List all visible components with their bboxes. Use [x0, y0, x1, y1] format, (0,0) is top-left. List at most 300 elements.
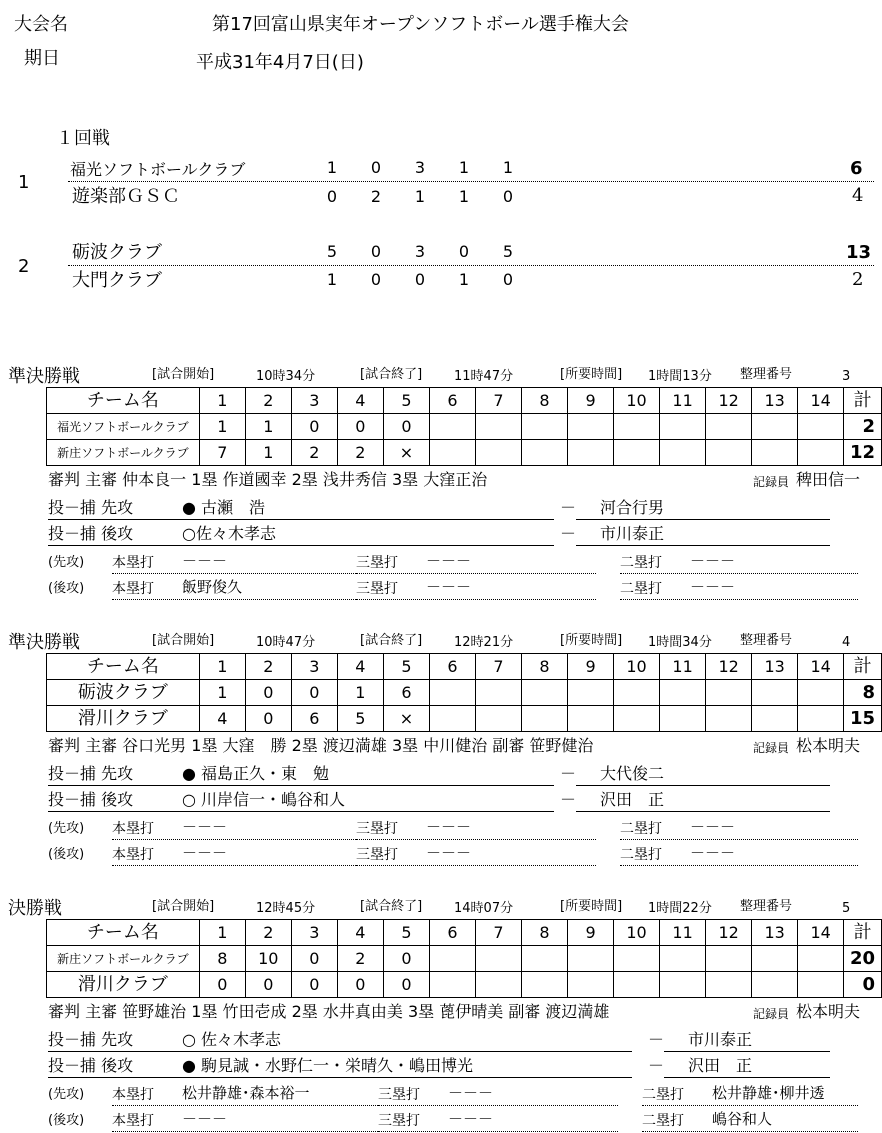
inning-score-cell: 0	[383, 946, 429, 972]
serial-label: 整理番号	[740, 633, 793, 648]
inning-score-cell	[521, 972, 567, 998]
inning-score-cell	[752, 972, 798, 998]
inning-score-cell	[798, 680, 844, 706]
inning-score-cell	[475, 706, 521, 732]
inning-score-cell	[752, 946, 798, 972]
round1-title: １回戦	[56, 128, 110, 149]
round1-innings	[310, 244, 530, 260]
inning-header: 6	[429, 654, 475, 680]
battery-second-catcher: 沢田 正	[688, 1056, 753, 1075]
inning-header: 3	[291, 388, 337, 414]
double-value: －－－	[690, 552, 736, 570]
underline	[112, 1131, 380, 1132]
battery-second-label: 投－捕 後攻	[48, 1056, 134, 1075]
triple-value: －－－	[426, 552, 472, 570]
inning-score-cell: 0	[199, 972, 245, 998]
serial-number: 4	[842, 635, 851, 650]
inning-score-cell: 0	[245, 972, 291, 998]
underline	[112, 865, 358, 866]
team-name-cell: 滑川クラブ	[47, 706, 200, 732]
inning-score-cell	[475, 414, 521, 440]
recorder-label: 記録員	[753, 741, 790, 755]
inning-score-cell: 1	[199, 414, 245, 440]
side-label: (先攻)	[48, 821, 85, 836]
inning-score-cell	[752, 440, 798, 466]
side-label: (先攻)	[48, 1087, 85, 1102]
home-run-value: －－－	[182, 552, 228, 570]
home-run-value: 松井静雄･森本裕一	[182, 1084, 310, 1102]
underline	[576, 785, 830, 786]
underline	[48, 545, 554, 546]
battery-dash: －	[560, 498, 577, 517]
inning-score-cell	[568, 972, 614, 998]
round1-total-loser: 4	[852, 185, 864, 206]
inning-score-cell	[660, 440, 706, 466]
underline	[642, 1105, 858, 1106]
round-title: 準決勝戦	[8, 632, 80, 653]
inning-score-cell	[614, 680, 660, 706]
row-divider	[68, 181, 874, 182]
home-run-label: 本塁打	[112, 821, 154, 837]
duration-value: 1時間13分	[648, 369, 712, 384]
inning-score-cell: 4	[199, 706, 245, 732]
inning-header: 12	[706, 388, 752, 414]
double-value: 松井静雄･柳井透	[712, 1084, 825, 1102]
inning-score-cell	[475, 680, 521, 706]
battery-second-catcher: 沢田 正	[600, 790, 665, 809]
recorder-name: 松本明夫	[796, 1002, 861, 1021]
underline	[378, 1105, 618, 1106]
inning-header: 1	[199, 654, 245, 680]
team-column-header: チーム名	[47, 654, 200, 680]
inning-score: 1	[458, 187, 470, 206]
inning-score-cell	[614, 972, 660, 998]
inning-score-cell	[706, 706, 752, 732]
inning-score-cell	[614, 706, 660, 732]
inning-score-cell	[429, 972, 475, 998]
battery-dash: －	[648, 1056, 665, 1075]
underline	[576, 519, 830, 520]
inning-score-cell: 0	[245, 680, 291, 706]
duration-value: 1時間34分	[648, 635, 712, 650]
inning-score-cell	[798, 946, 844, 972]
round1-total-loser: 2	[852, 269, 864, 290]
end-label: [試合終了]	[360, 367, 423, 382]
inning-header: 9	[568, 654, 614, 680]
battery-second-label: 投－捕 後攻	[48, 790, 134, 809]
inning-score-cell: 0	[291, 414, 337, 440]
inning-score-cell	[429, 440, 475, 466]
inning-header: 8	[521, 654, 567, 680]
inning-score-cell	[798, 706, 844, 732]
home-run-value: －－－	[182, 844, 228, 862]
underline	[112, 839, 358, 840]
inning-score-cell	[798, 440, 844, 466]
inning-header: 11	[660, 388, 706, 414]
round1-team: 砺波クラブ	[72, 242, 162, 263]
scoreboard-header-row	[47, 388, 882, 414]
battery-second-pitchers: ○佐々木孝志	[182, 524, 276, 543]
inning-score-cell: 2	[291, 440, 337, 466]
home-run-label: 本塁打	[112, 1113, 154, 1129]
inning-header: 5	[383, 654, 429, 680]
inning-header: 12	[706, 920, 752, 946]
home-run-value: 飯野俊久	[182, 578, 243, 596]
inning-score: 0	[370, 270, 382, 289]
recorder-label: 記録員	[753, 475, 790, 489]
inning-score: 0	[414, 270, 426, 289]
inning-header: 13	[752, 388, 798, 414]
battery-second-pitchers: ○ 川岸信一・嶋谷和人	[182, 790, 346, 809]
duration-label: [所要時間]	[560, 899, 623, 914]
inning-score: 3	[414, 158, 426, 177]
umpires-line: 審判 主審 笹野雄治 1塁 竹田壱成 2塁 水井真由美 3塁 蓖伊晴美 副審 渡辺満雄	[48, 1002, 610, 1021]
underline	[664, 1051, 830, 1052]
underline	[642, 1131, 858, 1132]
home-run-value: －－－	[182, 1110, 228, 1128]
underline	[620, 573, 858, 574]
team-column-header: チーム名	[47, 388, 200, 414]
inning-score-cell	[706, 972, 752, 998]
tournament-title: 第17回富山県実年オープンソフトボール選手権大会	[212, 14, 629, 35]
round1-team: 大門クラブ	[72, 270, 162, 291]
round1-total-winner: 6	[850, 158, 863, 179]
inning-header: 10	[614, 388, 660, 414]
battery-first-catcher: 市川泰正	[688, 1030, 753, 1049]
inning-score-cell: 7	[199, 440, 245, 466]
triple-value: －－－	[426, 844, 472, 862]
inning-score-cell: 6	[383, 680, 429, 706]
inning-score-cell	[429, 414, 475, 440]
inning-score-cell	[568, 440, 614, 466]
total-column-header: 計	[844, 920, 882, 946]
battery-first-label: 投－捕 先攻	[48, 498, 134, 517]
inning-score-cell: 2	[337, 440, 383, 466]
inning-score-cell: 0	[291, 946, 337, 972]
underline	[378, 1131, 618, 1132]
tournament-name-label: 大会名	[14, 14, 68, 35]
start-time: 12時45分	[256, 901, 316, 916]
battery-dash: －	[560, 764, 577, 783]
total-score-cell: 2	[844, 414, 882, 440]
inning-score-cell	[475, 972, 521, 998]
inning-score-cell: 0	[383, 414, 429, 440]
inning-header: 14	[798, 654, 844, 680]
battery-dash: －	[560, 524, 577, 543]
battery-first-pitchers: ● 古瀬 浩	[182, 498, 266, 517]
underline	[664, 1077, 830, 1078]
scoreboard-table	[46, 653, 882, 732]
double-label: 二塁打	[620, 847, 662, 863]
triple-label: 三塁打	[356, 847, 398, 863]
inning-score: 1	[502, 158, 514, 177]
inning-score-cell	[475, 946, 521, 972]
double-label: 二塁打	[642, 1087, 684, 1103]
total-score-cell: 0	[844, 972, 882, 998]
scoreboard-row	[47, 440, 882, 466]
inning-score-cell: 0	[291, 972, 337, 998]
end-time: 14時07分	[454, 901, 514, 916]
inning-score-cell	[568, 680, 614, 706]
battery-dash: －	[648, 1030, 665, 1049]
team-name-cell: 滑川クラブ	[47, 972, 200, 998]
double-label: 二塁打	[620, 581, 662, 597]
inning-score-cell	[798, 414, 844, 440]
team-name-cell: 砺波クラブ	[47, 680, 200, 706]
recorder-name: 稗田信一	[796, 470, 861, 489]
home-run-label: 本塁打	[112, 555, 154, 571]
inning-header: 3	[291, 654, 337, 680]
inning-score-cell: 1	[337, 680, 383, 706]
inning-score: 5	[502, 242, 514, 261]
inning-score-cell: 2	[337, 946, 383, 972]
inning-score-cell	[521, 440, 567, 466]
scoreboard-header-row	[47, 920, 882, 946]
inning-score: 1	[326, 158, 338, 177]
underline	[48, 811, 554, 812]
total-column-header: 計	[844, 654, 882, 680]
inning-score-cell: 1	[245, 440, 291, 466]
inning-score-cell: ×	[383, 440, 429, 466]
end-time: 12時21分	[454, 635, 514, 650]
inning-header: 14	[798, 920, 844, 946]
battery-dash: －	[560, 790, 577, 809]
inning-header: 4	[337, 654, 383, 680]
inning-header: 2	[245, 388, 291, 414]
inning-score-cell	[660, 680, 706, 706]
duration-label: [所要時間]	[560, 633, 623, 648]
underline	[48, 1051, 632, 1052]
serial-label: 整理番号	[740, 899, 793, 914]
battery-second-label: 投－捕 後攻	[48, 524, 134, 543]
end-time: 11時47分	[454, 369, 514, 384]
battery-first-label: 投－捕 先攻	[48, 764, 134, 783]
umpires-line: 審判 主審 谷口光男 1塁 大窪 勝 2塁 渡辺満雄 3塁 中川健治 副審 笹野健治	[48, 736, 594, 755]
inning-score-cell: 5	[337, 706, 383, 732]
underline	[112, 599, 358, 600]
underline	[576, 811, 830, 812]
team-column-header: チーム名	[47, 920, 200, 946]
start-time: 10時34分	[256, 369, 316, 384]
inning-score-cell	[429, 680, 475, 706]
inning-header: 5	[383, 388, 429, 414]
inning-score: 0	[326, 187, 338, 206]
double-label: 二塁打	[620, 821, 662, 837]
triple-label: 三塁打	[378, 1113, 420, 1129]
inning-score-cell: 0	[337, 414, 383, 440]
duration-label: [所要時間]	[560, 367, 623, 382]
inning-score-cell	[706, 440, 752, 466]
inning-header: 10	[614, 920, 660, 946]
start-label: [試合開始]	[152, 633, 215, 648]
serial-number: 3	[842, 369, 851, 384]
double-value: －－－	[690, 818, 736, 836]
triple-value: －－－	[448, 1110, 494, 1128]
inning-header: 8	[521, 920, 567, 946]
triple-label: 三塁打	[356, 581, 398, 597]
inning-header: 7	[475, 920, 521, 946]
start-label: [試合開始]	[152, 899, 215, 914]
total-score-cell: 8	[844, 680, 882, 706]
inning-score-cell	[614, 414, 660, 440]
inning-header: 7	[475, 388, 521, 414]
inning-score: 1	[326, 270, 338, 289]
inning-score: 2	[370, 187, 382, 206]
triple-value: －－－	[426, 818, 472, 836]
inning-score-cell	[521, 680, 567, 706]
inning-score-cell: 0	[383, 972, 429, 998]
battery-first-catcher: 河合行男	[600, 498, 665, 517]
end-label: [試合終了]	[360, 633, 423, 648]
underline	[112, 573, 358, 574]
inning-score-cell: ×	[383, 706, 429, 732]
start-label: [試合開始]	[152, 367, 215, 382]
double-label: 二塁打	[620, 555, 662, 571]
inning-score: 5	[326, 242, 338, 261]
battery-first-pitchers: ● 福島正久・東 勉	[182, 764, 330, 783]
inning-score-cell	[706, 414, 752, 440]
inning-score-cell: 1	[245, 414, 291, 440]
side-label: (後攻)	[48, 1113, 85, 1128]
inning-score-cell: 8	[199, 946, 245, 972]
inning-score-cell	[429, 706, 475, 732]
inning-score-cell: 6	[291, 706, 337, 732]
side-label: (先攻)	[48, 555, 85, 570]
inning-header: 10	[614, 654, 660, 680]
inning-header: 1	[199, 388, 245, 414]
recorder-name: 松本明夫	[796, 736, 861, 755]
round-title: 準決勝戦	[8, 366, 80, 387]
round1-innings	[310, 189, 530, 205]
inning-score-cell	[568, 414, 614, 440]
inning-header: 12	[706, 654, 752, 680]
inning-score-cell	[521, 414, 567, 440]
inning-score-cell: 0	[337, 972, 383, 998]
inning-header: 4	[337, 388, 383, 414]
total-score-cell: 15	[844, 706, 882, 732]
inning-score-cell	[660, 972, 706, 998]
inning-header: 14	[798, 388, 844, 414]
row-divider	[68, 265, 874, 266]
end-label: [試合終了]	[360, 899, 423, 914]
inning-header: 8	[521, 388, 567, 414]
underline	[576, 545, 830, 546]
inning-score-cell	[660, 414, 706, 440]
serial-number: 5	[842, 901, 851, 916]
triple-label: 三塁打	[356, 821, 398, 837]
inning-score-cell	[521, 706, 567, 732]
inning-header: 11	[660, 654, 706, 680]
inning-header: 2	[245, 920, 291, 946]
inning-header: 7	[475, 654, 521, 680]
scoreboard-row	[47, 946, 882, 972]
start-time: 10時47分	[256, 635, 316, 650]
umpires-line: 審判 主審 仲本良一 1塁 作道國幸 2塁 浅井秀信 3塁 大窪正治	[48, 470, 488, 489]
inning-header: 1	[199, 920, 245, 946]
serial-label: 整理番号	[740, 367, 793, 382]
date-label: 期日	[24, 48, 60, 69]
inning-score-cell	[706, 946, 752, 972]
round1-total-winner: 13	[846, 242, 872, 263]
underline	[356, 573, 596, 574]
underline	[356, 839, 596, 840]
inning-score-cell	[475, 440, 521, 466]
battery-first-catcher: 大代俊二	[600, 764, 665, 783]
underline	[620, 599, 858, 600]
round1-innings	[310, 160, 530, 176]
double-label: 二塁打	[642, 1113, 684, 1129]
scoreboard-row	[47, 706, 882, 732]
inning-score-cell	[429, 946, 475, 972]
inning-header: 5	[383, 920, 429, 946]
inning-score-cell: 0	[245, 706, 291, 732]
home-run-label: 本塁打	[112, 581, 154, 597]
team-name-cell: 新庄ソフトボールクラブ	[47, 440, 200, 466]
round1-team: 福光ソフトボールクラブ	[70, 160, 246, 179]
triple-label: 三塁打	[356, 555, 398, 571]
inning-score-cell	[568, 946, 614, 972]
home-run-value: －－－	[182, 818, 228, 836]
inning-score: 3	[414, 242, 426, 261]
inning-score: 0	[502, 187, 514, 206]
double-value: －－－	[690, 844, 736, 862]
home-run-label: 本塁打	[112, 847, 154, 863]
inning-header: 2	[245, 654, 291, 680]
inning-header: 4	[337, 920, 383, 946]
inning-score-cell	[752, 414, 798, 440]
total-score-cell: 12	[844, 440, 882, 466]
inning-score: 0	[370, 242, 382, 261]
inning-score-cell	[706, 680, 752, 706]
underline	[48, 1077, 632, 1078]
inning-header: 3	[291, 920, 337, 946]
scoreboard-table	[46, 387, 882, 466]
date-value: 平成31年4月7日(日)	[196, 52, 364, 73]
inning-score: 1	[414, 187, 426, 206]
round1-team: 遊楽部ＧＳＣ	[72, 186, 180, 207]
inning-score: 0	[502, 270, 514, 289]
battery-second-catcher: 市川泰正	[600, 524, 665, 543]
triple-label: 三塁打	[378, 1087, 420, 1103]
inning-score-cell	[568, 706, 614, 732]
home-run-label: 本塁打	[112, 1087, 154, 1103]
underline	[356, 599, 596, 600]
scoreboard-table	[46, 919, 882, 998]
team-name-cell: 新庄ソフトボールクラブ	[47, 946, 200, 972]
inning-header: 9	[568, 388, 614, 414]
inning-header: 13	[752, 920, 798, 946]
inning-score-cell	[614, 440, 660, 466]
underline	[112, 1105, 380, 1106]
inning-score-cell: 1	[199, 680, 245, 706]
scoreboard-row	[47, 414, 882, 440]
side-label: (後攻)	[48, 847, 85, 862]
underline	[48, 519, 554, 520]
inning-header: 6	[429, 388, 475, 414]
round1-game-number: 2	[18, 256, 30, 277]
total-column-header: 計	[844, 388, 882, 414]
triple-value: －－－	[448, 1084, 494, 1102]
scoreboard-row	[47, 972, 882, 998]
inning-score: 0	[370, 158, 382, 177]
inning-score-cell	[660, 706, 706, 732]
underline	[620, 865, 858, 866]
inning-header: 11	[660, 920, 706, 946]
round-title: 決勝戦	[8, 898, 62, 919]
underline	[48, 785, 554, 786]
battery-first-pitchers: ○ 佐々木孝志	[182, 1030, 282, 1049]
inning-score: 0	[458, 242, 470, 261]
